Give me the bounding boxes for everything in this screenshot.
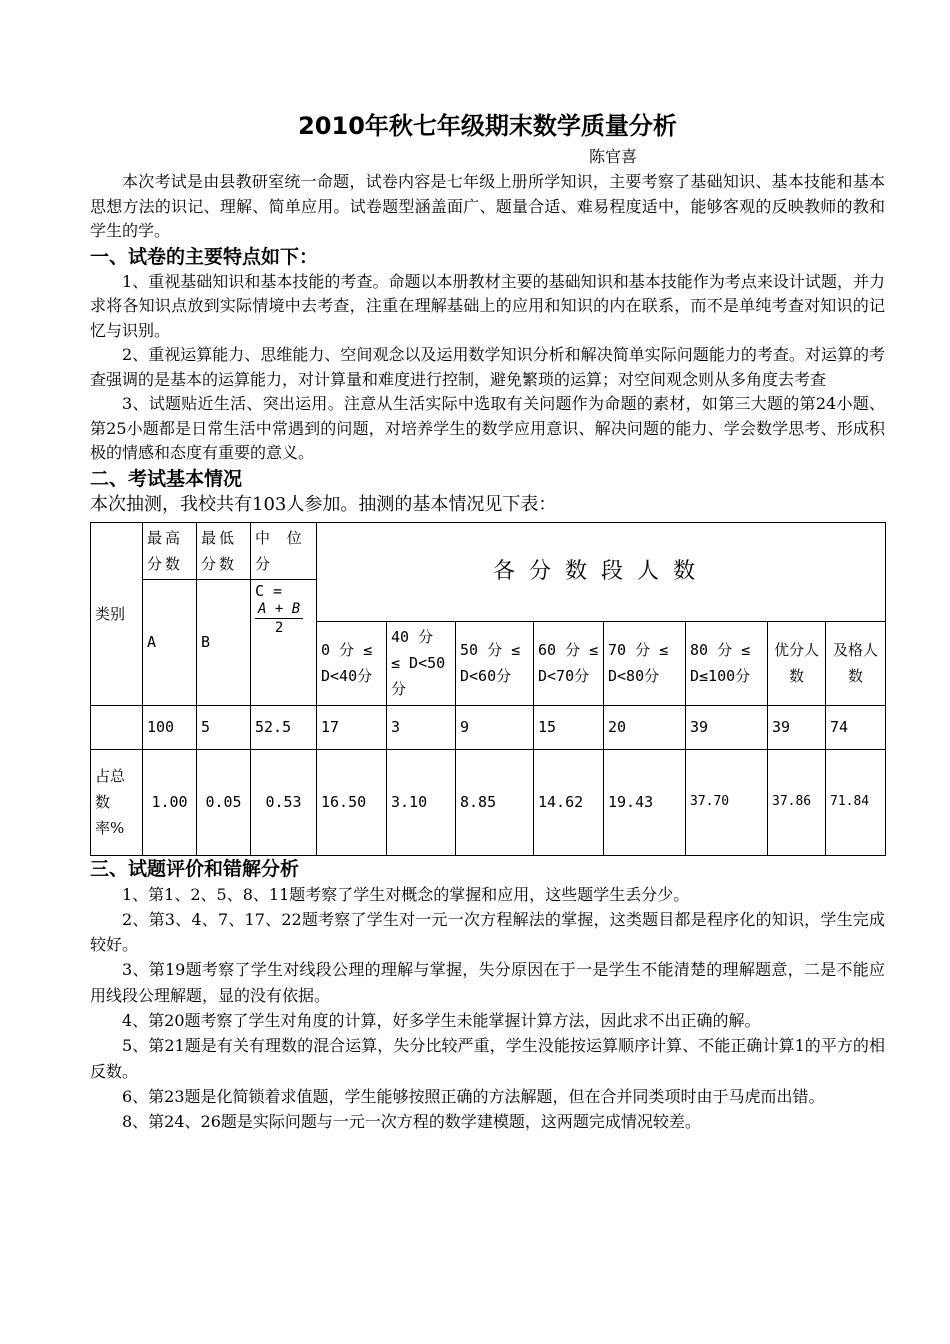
band-40-50: 40 分 ≤ D<50分	[387, 621, 456, 705]
table-cell: 0.05	[197, 749, 251, 855]
table-cell: 16.50	[317, 749, 387, 855]
col-b: B	[197, 579, 251, 705]
section3	[90, 856, 885, 1135]
table-cell: 0.53	[251, 749, 317, 855]
section1-item: 3、试题贴近生活、突出运用。注意从生活实际中选取有关问题作为命题的素材，如第三大题的第24小题、第25小题都是日常生活中常遇到的问题，对培养学生的数学应用意识、解决问题的能力、学会数学思考、形成积极的情感和态度有重要的意义。	[90, 394, 885, 462]
section3-item: 8、第24、26题是实际问题与一元一次方程的数学建模题，这两题完成情况较差。	[122, 1112, 701, 1132]
table-cell: 15	[534, 705, 604, 749]
author: 陈官喜	[588, 147, 637, 166]
category-header: 类别	[91, 522, 143, 705]
table-cell: 20	[604, 705, 686, 749]
band-70-80: 70 分 ≤ D<80分	[604, 621, 686, 705]
band-60-70: 60 分 ≤ D<70分	[534, 621, 604, 705]
min-score-header: 最低分数	[197, 522, 251, 579]
col-c-numerator: A + B	[255, 600, 303, 619]
section3-item: 1、第1、2、5、8、11题考察了学生对概念的掌握和应用，这些题学生丢分少。	[122, 884, 690, 904]
col-a: A	[143, 579, 197, 705]
section1-item: 1、重视基础知识和基本技能的考查。命题以本册教材主要的基础知识和基本技能作为考点来设计试题，并力求将各知识点放到实际情境中去考查，注重在理解基础上的应用和知识的内在联系，而不是单纯考查对知识的记忆与识别。	[90, 271, 885, 340]
max-score-header: 最高分数	[143, 522, 197, 579]
section3-item: 5、第21题是有关有理数的混合运算，失分比较严重，学生没能按运算顺序计算、不能正确计算1的平方的相反数。	[90, 1036, 885, 1081]
table-cell: 74	[826, 705, 886, 749]
table-cell: 17	[317, 705, 387, 749]
table-cell: 9	[456, 705, 534, 749]
table-cell	[91, 705, 143, 749]
table-cell: 37.86	[768, 749, 826, 855]
intro-paragraph: 本次考试是由县教研室统一命题，试卷内容是七年级上册所学知识，主要考察了基础知识、基本技能和基本思想方法的识记、理解、简单应用。试卷题型涵盖面广、题量合适、难易程度适中，能够客观的反映教师的教和学生的学。	[90, 172, 885, 240]
table-cell: 8.85	[456, 749, 534, 855]
section2-intro: 本次抽测，我校共有103人参加。抽测的基本情况见下表：	[90, 493, 557, 515]
band-80-100: 80 分 ≤ D≤100分	[686, 621, 768, 705]
band-50-60: 50 分 ≤ D<60分	[456, 621, 534, 705]
table-cell: 19.43	[604, 749, 686, 855]
section3-item: 6、第23题是化简锁着求值题，学生能够按照正确的方法解题，但在合并同类项时由于马虎而出错。	[122, 1086, 825, 1106]
score-table	[90, 522, 886, 856]
col-c-denominator: 2	[274, 619, 284, 636]
pass-count-header: 及格人数	[826, 621, 886, 705]
table-row	[91, 749, 886, 855]
table-cell: 39	[686, 705, 768, 749]
col-c-fraction	[255, 600, 303, 637]
section3-heading: 三、试题评价和错解分析	[90, 857, 300, 880]
score-bands-header: 各分数段人数	[317, 522, 886, 621]
table-cell: 3	[387, 705, 456, 749]
section3-item: 4、第20题考察了学生对角度的计算，好多学生未能掌握计算方法，因此求不出正确的解。	[122, 1010, 761, 1030]
band-0-40: 0 分 ≤ D<40分	[317, 621, 387, 705]
table-cell: 5	[197, 705, 251, 749]
document-page	[90, 108, 885, 1134]
section2-heading: 二、考试基本情况	[90, 467, 243, 490]
table-cell: 71.84	[826, 749, 886, 855]
table-cell: 39	[768, 705, 826, 749]
table-cell: 37.70	[686, 749, 768, 855]
section1-heading: 一、试卷的主要特点如下：	[90, 245, 319, 268]
col-c-formula	[251, 579, 317, 705]
rate-label: 占总数率%	[91, 749, 143, 855]
table-cell: 52.5	[251, 705, 317, 749]
median-header: 中 位分	[251, 522, 317, 579]
table-cell: 3.10	[387, 749, 456, 855]
table-cell: 1.00	[143, 749, 197, 855]
section1-item: 2、重视运算能力、思维能力、空间观念以及运用数学知识分析和解决简单实际问题能力的考查。对运算的考查强调的是基本的运算能力，对计算量和难度进行控制，避免繁琐的运算；对空间观念则从多角度去考查	[90, 345, 885, 389]
section3-item: 3、第19题考察了学生对线段公理的理解与掌握，失分原因在于一是学生不能清楚的理解题意，二是不能应用线段公理解题，显的没有依据。	[90, 960, 885, 1005]
table-cell: 100	[143, 705, 197, 749]
table-row	[91, 705, 886, 749]
col-c-prefix: C =	[255, 581, 283, 600]
doc-title: 2010年秋七年级期末数学质量分析	[298, 112, 677, 140]
excellent-count-header: 优分人数	[768, 621, 826, 705]
section3-item: 2、第3、4、7、17、22题考察了学生对一元一次方程解法的掌握，这类题目都是程序化的知识，学生完成较好。	[90, 909, 885, 955]
table-cell: 14.62	[534, 749, 604, 855]
